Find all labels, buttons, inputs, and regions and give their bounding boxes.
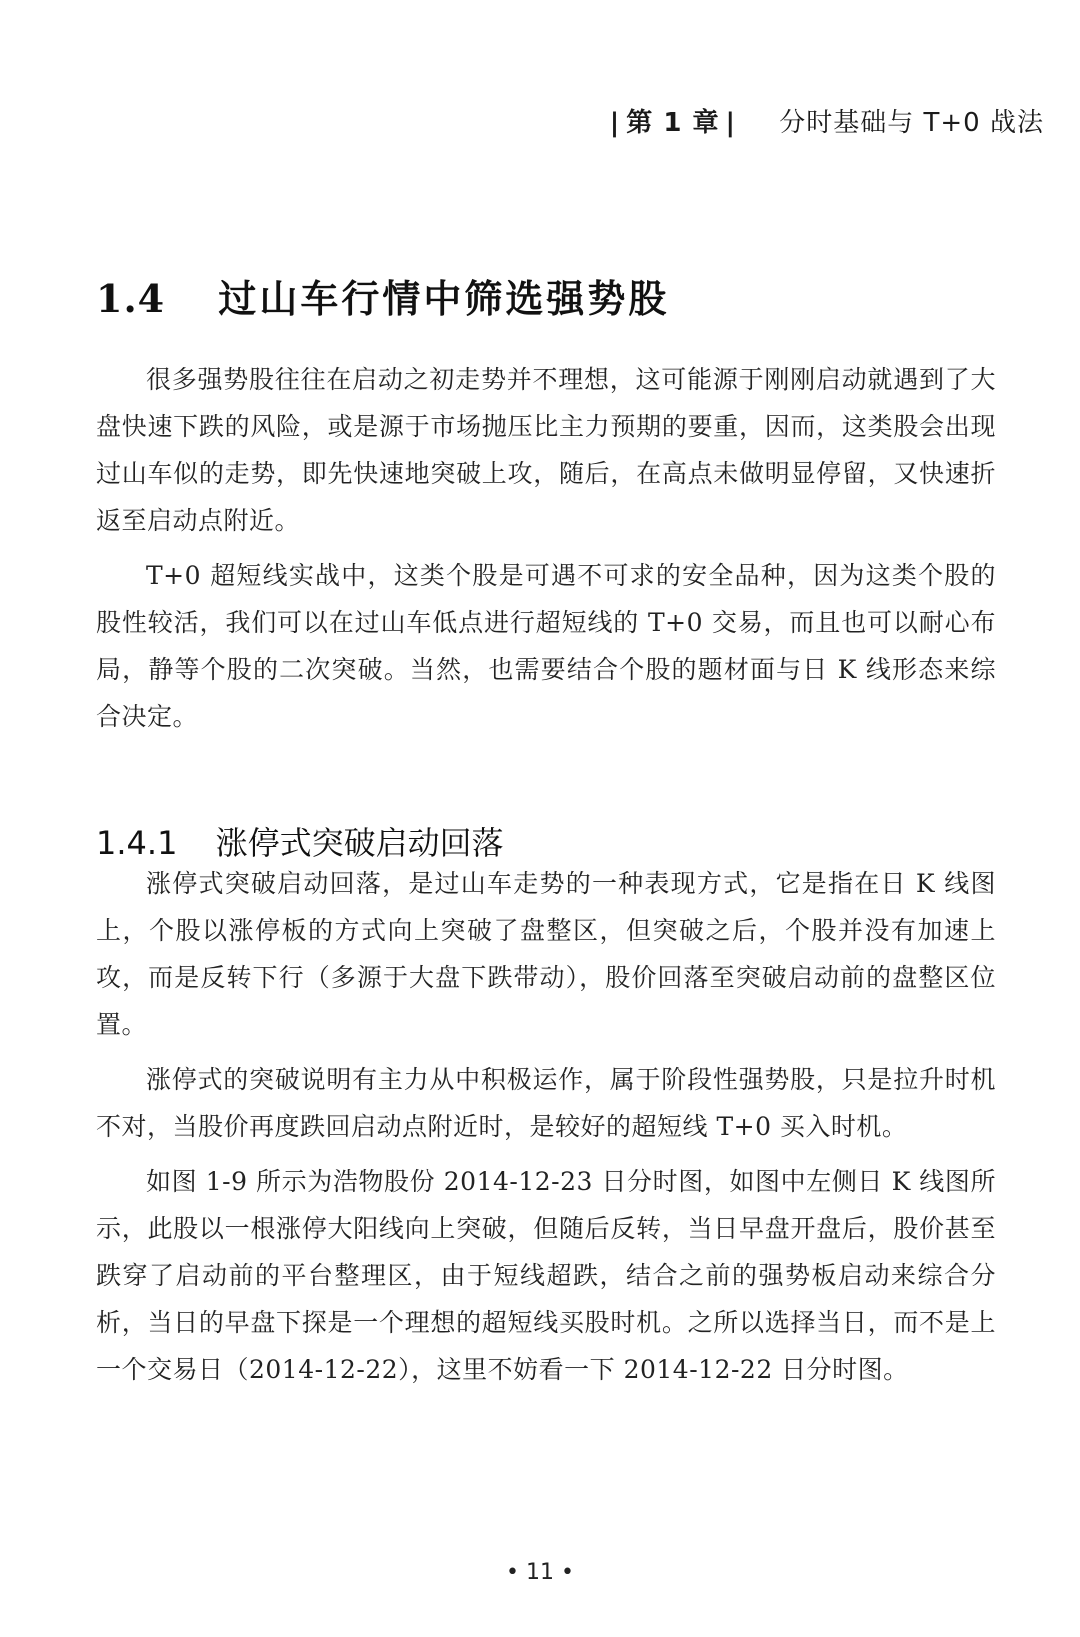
paragraph: 很多强势股往往在启动之初走势并不理想，这可能源于刚刚启动就遇到了大盘快速下跌的风险，或是源于市场抛压比主力预期的要重，因而，这类股会出现过山车似的走势，即先快速地突破上攻，随后，在高点未做明显停留，又快速折返至启动点附近。 xyxy=(96,365,996,535)
subsection-body xyxy=(96,860,996,1401)
page-number: • 11 • xyxy=(0,1560,1080,1585)
subsection-heading xyxy=(96,818,504,864)
section-title: 过山车行情中筛选强势股 xyxy=(218,276,670,321)
subsection-number: 1.4.1 xyxy=(96,824,178,862)
section-heading xyxy=(96,268,669,323)
subsection-title: 涨停式突破启动回落 xyxy=(215,824,504,862)
running-header xyxy=(610,102,1044,139)
chapter-title: 分时基础与 T+0 战法 xyxy=(779,108,1044,138)
section-number: 1.4 xyxy=(96,276,166,321)
section-body xyxy=(96,356,996,748)
chapter-label: | 第 1 章 | xyxy=(610,108,736,138)
paragraph: 涨停式突破启动回落，是过山车走势的一种表现方式，它是指在日 K 线图上，个股以涨停板的方式向上突破了盘整区，但突破之后，个股并没有加速上攻，而是反转下行（多源于大盘下跌带动），股价回落至突破启动前的盘整区位置。 xyxy=(96,869,996,1039)
paragraph: 如图 1-9 所示为浩物股份 2014-12-23 日分时图，如图中左侧日 K 线图所示，此股以一根涨停大阳线向上突破，但随后反转，当日早盘开盘后，股价甚至跌穿了启动前的平台整理区，由于短线超跌，结合之前的强势板启动来综合分析，当日的早盘下探是一个理想的超短线买股时机。之所以选择当日，而不是上一个交易日（2014-12-22），这里不妨看一下 2014-12-22 日分时图。 xyxy=(96,1167,996,1384)
paragraph: 涨停式的突破说明有主力从中积极运作，属于阶段性强势股，只是拉升时机不对，当股价再度跌回启动点附近时，是较好的超短线 T+0 买入时机。 xyxy=(96,1065,996,1141)
paragraph: T+0 超短线实战中，这类个股是可遇不可求的安全品种，因为这类个股的股性较活，我们可以在过山车低点进行超短线的 T+0 交易，而且也可以耐心布局，静等个股的二次突破。当然，也需要结合个股的题材面与日 K 线形态来综合决定。 xyxy=(96,561,996,731)
